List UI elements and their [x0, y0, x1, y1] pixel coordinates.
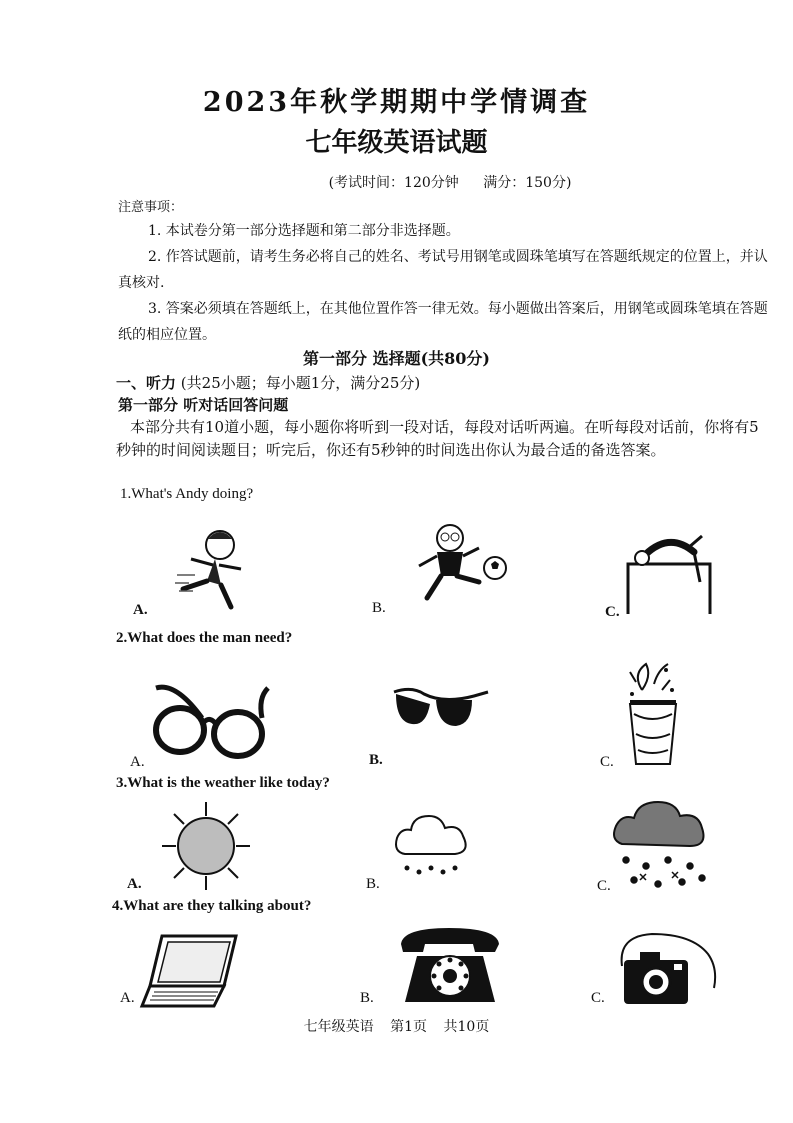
high-jump-icon — [622, 528, 717, 616]
camera-icon — [618, 930, 718, 1008]
exam-time: (考试时间：120分钟 — [328, 175, 459, 191]
sun-icon — [160, 800, 252, 892]
part-title: 第一部分 听对话回答问题 — [118, 396, 289, 414]
page-footer — [0, 1016, 793, 1036]
sunglasses-icon — [390, 686, 490, 736]
question-4: 4.What are they talking about? — [112, 898, 312, 914]
q4-option-a: A. — [120, 990, 135, 1006]
listening-label: 一、听力 — [116, 374, 177, 392]
q1-option-c: C. — [605, 604, 620, 620]
question-2: 2.What does the man need? — [116, 630, 293, 646]
glasses-icon — [150, 682, 275, 764]
footer-total: 共10页 — [443, 1019, 490, 1035]
q2-option-c: C. — [600, 754, 614, 770]
q1-option-a: A. — [133, 602, 148, 618]
soccer-kick-icon — [405, 522, 515, 607]
listening-heading — [116, 372, 420, 393]
section-intro: 本部分共有10道小题，每小题你将听到一段对话，每段对话听两遍。在听每段对话前，你将有5秒钟的时间阅读题目；听完后，你还有5秒钟的时间选出你认为最合适的备选答案。 — [116, 418, 759, 459]
note-item-2: 2. 作答试题前，请考生务必将自己的姓名、考试号用钢笔或圆珠笔填写在答题纸规定的位置上，并认真核对. — [118, 249, 768, 291]
note-item-1: 1. 本试卷分第一部分选择题和第二部分非选择题。 — [148, 223, 460, 239]
laptop-icon — [140, 932, 240, 1012]
exam-title: 2023年秋学期期中学情调查 — [202, 87, 591, 118]
q1-option-b: B. — [372, 600, 386, 616]
q3-option-a: A. — [127, 876, 142, 892]
footer-page: 第1页 — [390, 1019, 428, 1035]
running-boy-icon — [175, 525, 265, 615]
question-1: 1.What's Andy doing? — [120, 486, 254, 502]
exam-subtitle: 七年级英语试题 — [305, 128, 488, 158]
section-title: 第一部分 选择题(共80分) — [303, 349, 490, 368]
q3-option-b: B. — [366, 876, 380, 892]
exam-info — [0, 172, 793, 192]
note-item-3: 3. 答案必须填在答题纸上，在其他位置作答一律无效。每小题做出答案后，用钢笔或圆珠笔填在答题纸的相应位置。 — [118, 301, 768, 343]
snow-cloud-icon — [612, 800, 712, 892]
listening-info: (共25小题；每小题1分，满分25分) — [180, 374, 421, 392]
drink-cup-icon — [622, 660, 682, 770]
q4-option-c: C. — [591, 990, 605, 1006]
notes-heading: 注意事项： — [118, 200, 184, 215]
q4-option-b: B. — [360, 990, 374, 1006]
footer-subject: 七年级英语 — [303, 1019, 374, 1035]
rain-cloud-icon — [393, 812, 473, 882]
question-3: 3.What is the weather like today? — [116, 775, 330, 791]
q2-option-b: B. — [369, 752, 383, 768]
q2-option-a: A. — [130, 754, 145, 770]
exam-score: 满分：150分) — [483, 175, 572, 191]
telephone-icon — [395, 922, 505, 1008]
q3-option-c: C. — [597, 878, 611, 894]
